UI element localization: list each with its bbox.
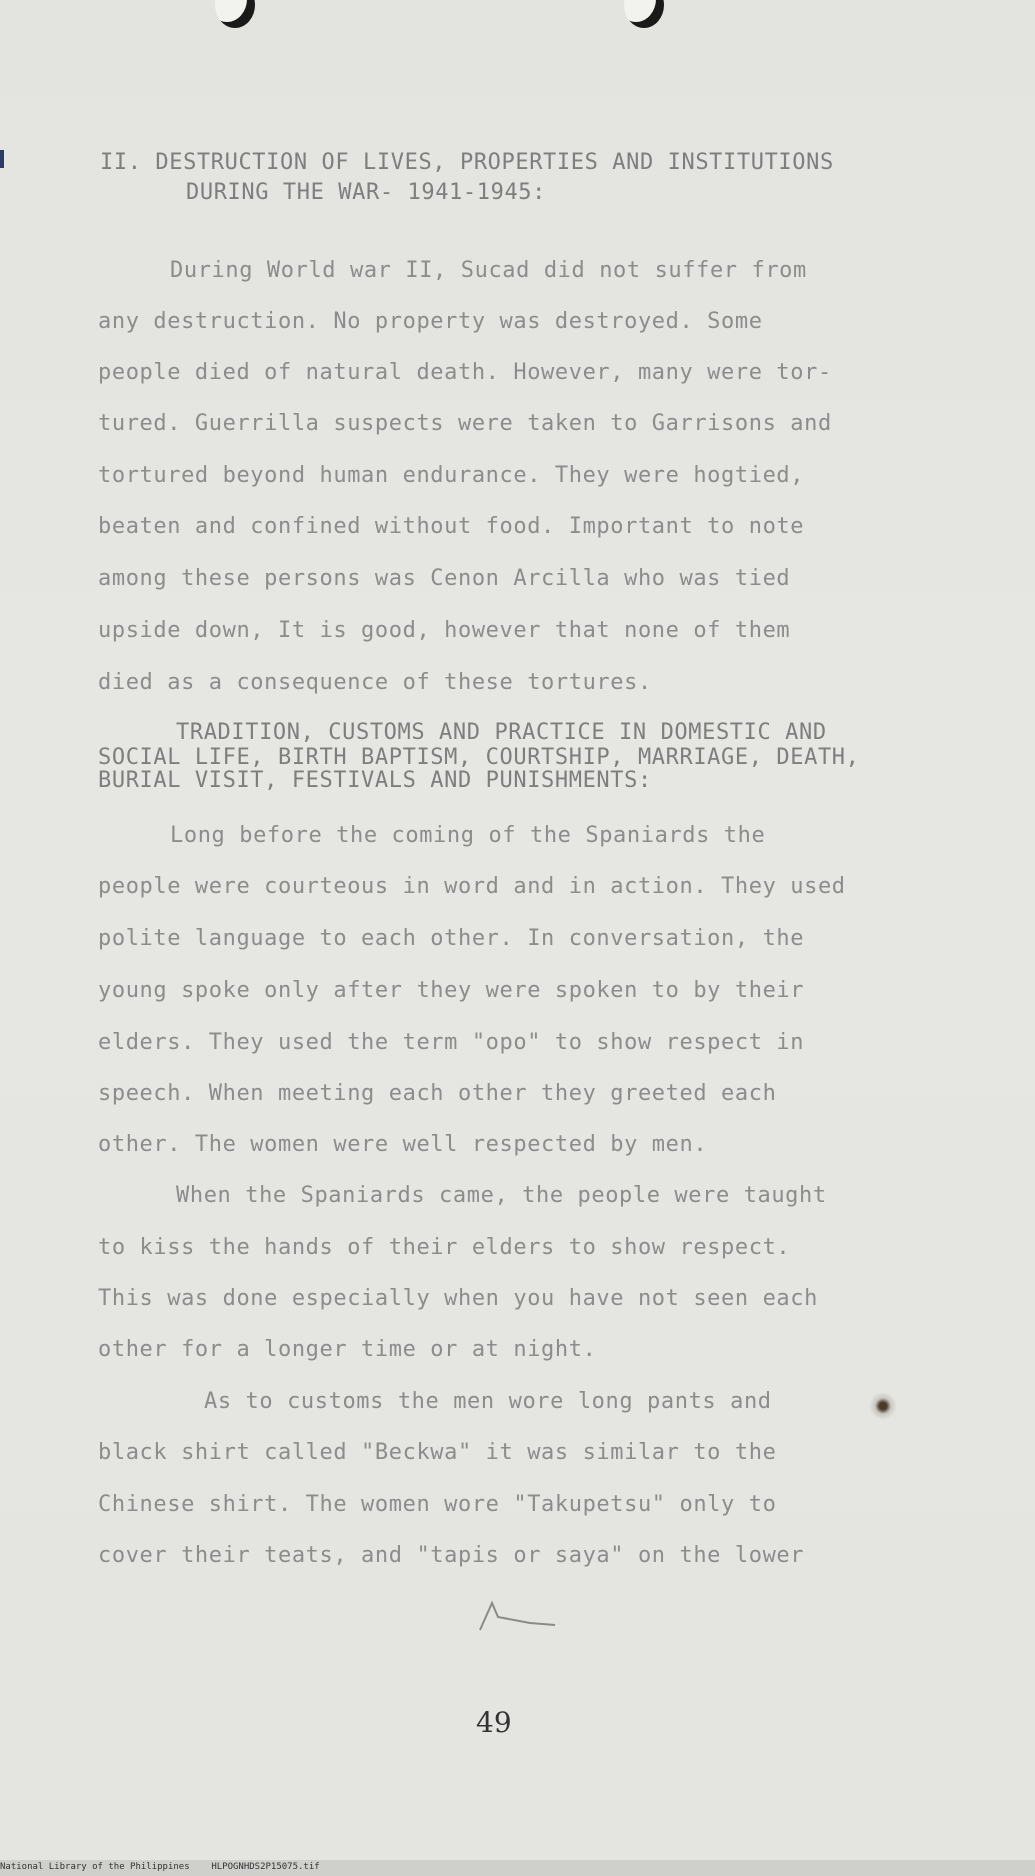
p3-line-2: to kiss the hands of their elders to show respect. [98,1235,791,1260]
p1-line-7: among these persons was Cenon Arcilla who was tied [98,566,791,591]
p2-line-5: elders. They used the term "opo" to show respect in [98,1030,805,1055]
p2-line-3: polite language to each other. In conversation, the [98,926,805,951]
p1-line-1: During World war II, Sucad did not suffer from [170,258,807,283]
p4-line-2: black shirt called "Beckwa" it was similar to the [98,1440,777,1465]
p3-line-1: When the Spaniards came, the people were taught [176,1183,827,1208]
p2-line-2: people were courteous in word and in action. They used [98,874,846,899]
punch-hole-right [624,0,664,28]
p4-line-1: As to customs the men wore long pants and [204,1389,772,1414]
scan-footer: National Library of the Philippines HLPOGNHDS2P15075.tif [0,1862,320,1872]
pencil-mark [470,1595,560,1635]
tradition-heading-line2: SOCIAL LIFE, BIRTH BAPTISM, COURTSHIP, MARRIAGE, DEATH, [98,745,860,770]
ink-stain [868,1393,898,1419]
p3-line-4: other for a longer time or at night. [98,1337,597,1362]
p3-line-3: This was done especially when you have not seen each [98,1286,818,1311]
p2-line-1: Long before the coming of the Spaniards the [170,823,766,848]
tradition-heading-line3: BURIAL VISIT, FESTIVALS AND PUNISHMENTS: [98,768,652,793]
edge-mark [0,150,4,168]
p1-line-3: people died of natural death. However, many were tor- [98,360,832,385]
p1-line-9: died as a consequence of these tortures. [98,670,652,695]
p4-line-3: Chinese shirt. The women wore "Takupetsu" only to [98,1492,777,1517]
tradition-heading-line1: TRADITION, CUSTOMS AND PRACTICE IN DOMESTIC AND [176,720,827,745]
p2-line-4: young spoke only after they were spoken to by their [98,978,805,1003]
p2-line-6: speech. When meeting each other they greeted each [98,1081,777,1106]
section-heading-line2: DURING THE WAR- 1941-1945: [186,180,546,205]
p1-line-2: any destruction. No property was destroyed. Some [98,309,763,334]
p4-line-4: cover their teats, and "tapis or saya" on the lower [98,1543,805,1568]
p1-line-6: beaten and confined without food. Important to note [98,514,805,539]
p1-line-5: tortured beyond human endurance. They were hogtied, [98,463,805,488]
section-heading-line1: II. DESTRUCTION OF LIVES, PROPERTIES AND INSTITUTIONS [100,150,834,175]
punch-hole-left [215,0,255,28]
page-number: 49 [476,1706,512,1739]
p1-line-8: upside down, It is good, however that none of them [98,618,791,643]
p1-line-4: tured. Guerrilla suspects were taken to Garrisons and [98,411,832,436]
p2-line-7: other. The women were well respected by men. [98,1132,708,1157]
